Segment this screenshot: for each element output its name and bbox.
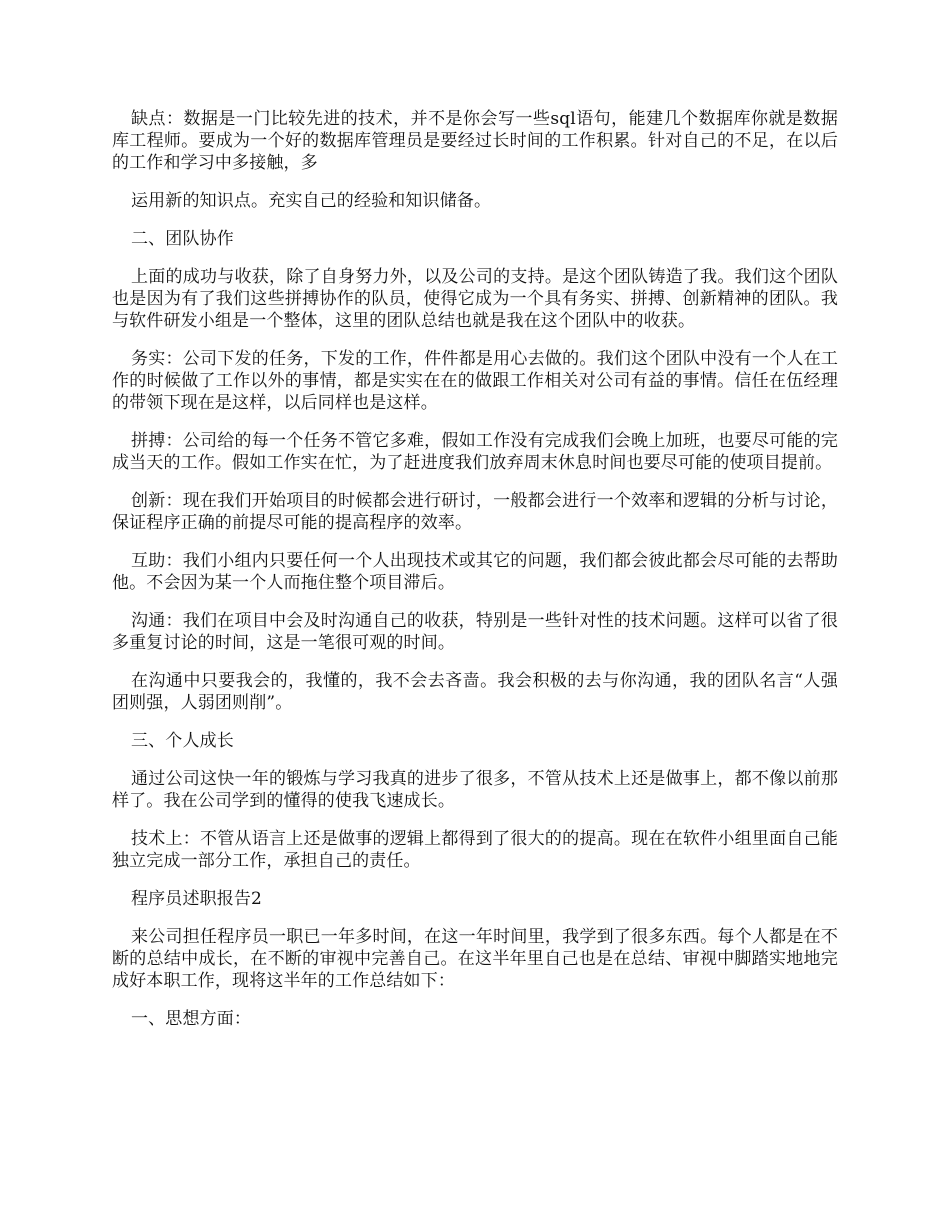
paragraph-mutual-help: 互助：我们小组内只要任何一个人出现技术或其它的问题，我们都会彼此都会尽可能的去帮助他。不会因为某一个人而拖住整个项目滞后。 [112,551,838,593]
paragraph-weakness: 缺点：数据是一门比较先进的技术，并不是你会写一些sql语句，能建几个数据库你就是数据库工程师。要成为一个好的数据库管理员是要经过长时间的工作积累。针对自己的不足，在以后的工作和学习中多接触，多 [112,109,838,173]
section-heading-personal-growth: 三、个人成长 [131,731,234,751]
paragraph-innovation: 创新：现在我们开始项目的时候都会进行研讨，一般都会进行一个效率和逻辑的分析与讨论，保证程序正确的前提尽可能的提高程序的效率。 [112,491,838,533]
paragraph-pragmatic: 务实：公司下发的任务，下发的工作，件件都是用心去做的。我们这个团队中没有一个人在工作的时候做了工作以外的事情，都是实实在在的做跟工作相关对公司有益的事情。信任在伍经理的带领下现在是这样，以后同样也是这样。 [112,349,838,413]
report-title-2: 程序员述职报告2 [131,889,263,909]
paragraph-team-motto: 在沟通中只要我会的，我懂的，我不会去吝啬。我会积极的去与你沟通，我的团队名言“人强团则强，人弱团则削”。 [112,671,838,713]
paragraph-growth: 通过公司这快一年的锻炼与学习我真的进步了很多，不管从技术上还是做事上，都不像以前那样了。我在公司学到的懂得的使我飞速成长。 [112,769,838,811]
paragraph-communication: 沟通：我们在项目中会及时沟通自己的收获，特别是一些针对性的技术问题。这样可以省了很多重复讨论的时间，这是一笔很可观的时间。 [112,611,838,653]
section-heading-thinking: 一、思想方面： [131,1009,252,1029]
paragraph-striving: 拼搏：公司给的每一个任务不管它多难，假如工作没有完成我们会晚上加班，也要尽可能的完成当天的工作。假如工作实在忙，为了赶进度我们放弃周末休息时间也要尽可能的使项目提前。 [112,431,838,473]
section-heading-teamwork: 二、团队协作 [131,229,234,249]
paragraph-weakness-continued: 运用新的知识点。充实自己的经验和知识储备。 [131,191,492,211]
paragraph-team-intro: 上面的成功与收获，除了自身努力外，以及公司的支持。是这个团队铸造了我。我们这个团队也是因为有了我们这些拼搏协作的队员，使得它成为一个具有务实、拼搏、创新精神的团队。我与软件研发小组是一个整体，这里的团队总结也就是我在这个团队中的收获。 [112,267,838,331]
document-body [112,108,838,1046]
paragraph-report-intro: 来公司担任程序员一职已一年多时间，在这一年时间里，我学到了很多东西。每个人都是在不断的总结中成长，在不断的审视中完善自己。在这半年里自己也是在总结、审视中脚踏实地地完成好本职工作，现将这半年的工作总结如下： [112,927,838,991]
paragraph-technical: 技术上：不管从语言上还是做事的逻辑上都得到了很大的的提高。现在在软件小组里面自己能独立完成一部分工作，承担自己的责任。 [112,829,838,871]
